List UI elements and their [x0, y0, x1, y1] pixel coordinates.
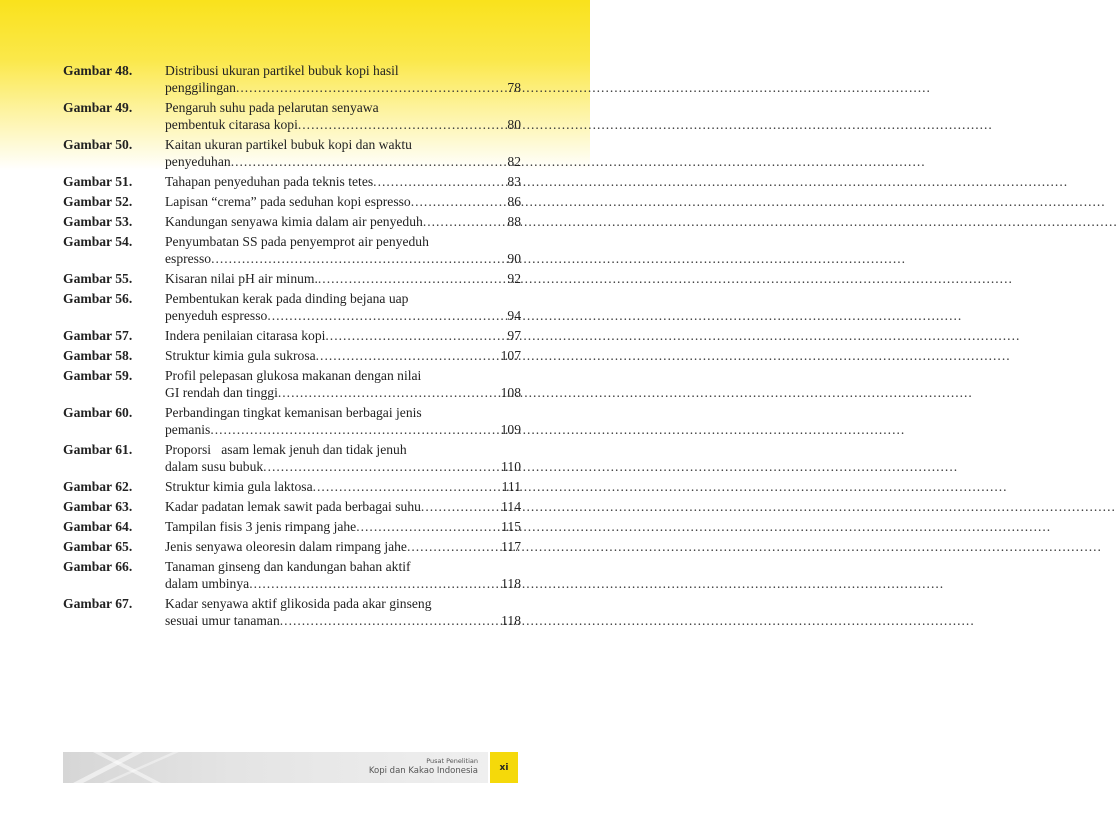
figure-label: Gambar 53.	[63, 214, 133, 229]
toc-entry	[63, 347, 521, 364]
dot-leader	[278, 384, 497, 401]
figure-caption	[165, 478, 521, 495]
dot-leader	[325, 327, 497, 344]
page-ref: 108	[500, 385, 521, 400]
page-ref: 109	[500, 422, 521, 437]
dot-leader	[356, 518, 497, 535]
toc-entry	[63, 233, 521, 267]
caption-text: Kisaran nilai pH air minum.	[165, 271, 318, 286]
figure-label: Gambar 50.	[63, 137, 133, 152]
page-ref: 118	[501, 613, 521, 628]
dot-leader	[313, 478, 497, 495]
caption-last-line	[165, 79, 521, 96]
caption-line: Profil pelepasan glukosa makanan dengan nilai	[165, 368, 422, 383]
caption-line: Distribusi ukuran partikel bubuk kopi hasil	[165, 63, 399, 78]
dot-leader	[318, 270, 497, 287]
figure-caption	[165, 558, 521, 592]
page-ref: 88	[507, 214, 521, 229]
dot-leader	[316, 347, 497, 364]
page-ref: 80	[507, 117, 521, 132]
page-ref: 97	[507, 328, 521, 343]
figure-caption	[165, 136, 521, 170]
figure-caption	[165, 270, 521, 287]
figure-label: Gambar 60.	[63, 405, 133, 420]
caption-last-line	[165, 458, 521, 475]
caption-text: Kandungan senyawa kimia dalam air penyeduh	[165, 214, 423, 229]
dot-leader	[211, 250, 497, 267]
toc-entry	[63, 136, 521, 170]
toc-entry	[63, 327, 521, 344]
caption-text: dalam susu bubuk	[165, 459, 264, 474]
caption-line: Proporsi asam lemak jenuh dan tidak jenuh	[165, 442, 407, 457]
figure-label: Gambar 49.	[63, 100, 133, 115]
caption-text: dalam umbinya	[165, 576, 250, 591]
figure-label: Gambar 55.	[63, 271, 133, 286]
figure-caption	[165, 518, 521, 535]
page-ref: 110	[501, 459, 521, 474]
toc-entry	[63, 213, 521, 230]
figure-caption	[165, 173, 521, 190]
figure-label: Gambar 52.	[63, 194, 133, 209]
page-ref: 90	[507, 251, 521, 266]
caption-last-line	[165, 478, 521, 495]
caption-text: Lapisan “crema” pada seduhan kopi espresso	[165, 194, 411, 209]
figure-label: Gambar 63.	[63, 499, 133, 514]
dot-leader	[267, 307, 497, 324]
caption-last-line	[165, 575, 521, 592]
figure-caption	[165, 62, 521, 96]
figure-caption	[165, 538, 521, 555]
figure-label: Gambar 61.	[63, 442, 133, 457]
toc-entry	[63, 441, 521, 475]
publisher-line-1: Pusat Penelitian	[426, 757, 478, 765]
caption-text: pemanis	[165, 422, 211, 437]
caption-last-line	[165, 193, 521, 210]
caption-last-line	[165, 307, 521, 324]
dot-leader	[249, 575, 497, 592]
figure-label: Gambar 67.	[63, 596, 133, 611]
figure-label: Gambar 54.	[63, 234, 133, 249]
figure-caption	[165, 193, 521, 210]
caption-text: sesuai umur tanaman	[165, 613, 280, 628]
caption-line: Kadar senyawa aktif glikosida pada akar ginseng	[165, 596, 432, 611]
caption-last-line	[165, 153, 521, 170]
caption-text: penyeduh espresso	[165, 308, 268, 323]
caption-text: espresso	[165, 251, 212, 266]
caption-text: Tahapan penyeduhan pada teknis tetes	[165, 174, 374, 189]
caption-last-line	[165, 612, 521, 629]
page-ref: 78	[507, 80, 521, 95]
dot-leader	[421, 498, 497, 515]
dot-leader	[210, 421, 496, 438]
dot-leader	[231, 153, 497, 170]
toc-entry	[63, 404, 521, 438]
figure-label: Gambar 56.	[63, 291, 133, 306]
caption-last-line	[165, 347, 521, 364]
figure-label: Gambar 64.	[63, 519, 133, 534]
dot-leader	[411, 193, 497, 210]
caption-text: Struktur kimia gula laktosa	[165, 479, 313, 494]
figure-caption	[165, 498, 521, 515]
figure-caption	[165, 367, 521, 401]
figure-label: Gambar 48.	[63, 63, 133, 78]
figure-list	[63, 62, 521, 629]
dot-leader	[423, 213, 497, 230]
dot-leader	[407, 538, 497, 555]
caption-text: GI rendah dan tinggi	[165, 385, 278, 400]
dot-leader	[263, 458, 497, 475]
caption-line: Penyumbatan SS pada penyemprot air penyeduh	[165, 234, 429, 249]
page-ref: 114	[501, 499, 521, 514]
page-ref: 86	[507, 194, 521, 209]
caption-last-line	[165, 498, 521, 515]
figure-caption	[165, 233, 521, 267]
page-ref: 115	[501, 519, 521, 534]
figure-caption	[165, 327, 521, 344]
toc-entry	[63, 367, 521, 401]
figure-caption	[165, 595, 521, 629]
toc-entry	[63, 290, 521, 324]
dot-leader	[236, 79, 497, 96]
figure-label: Gambar 51.	[63, 174, 133, 189]
toc-entry	[63, 498, 521, 515]
caption-text: penggilingan	[165, 80, 236, 95]
page-number: xi	[490, 752, 518, 783]
footer-decoration-icon	[63, 752, 203, 783]
page-footer	[63, 752, 526, 783]
dot-leader	[280, 612, 497, 629]
figure-label: Gambar 57.	[63, 328, 133, 343]
toc-entry	[63, 270, 521, 287]
page-ref: 94	[507, 308, 521, 323]
dot-leader	[298, 116, 497, 133]
publisher-line-2: Kopi dan Kakao Indonesia	[368, 766, 478, 776]
figure-label: Gambar 58.	[63, 348, 133, 363]
caption-last-line	[165, 270, 521, 287]
page-ref: 82	[507, 154, 521, 169]
caption-text: Struktur kimia gula sukrosa	[165, 348, 316, 363]
toc-entry	[63, 595, 521, 629]
caption-line: Perbandingan tingkat kemanisan berbagai jenis	[165, 405, 422, 420]
publisher-name	[369, 757, 478, 777]
caption-text: Jenis senyawa oleoresin dalam rimpang jahe	[165, 539, 407, 554]
dot-leader	[373, 173, 497, 190]
caption-line: Kaitan ukuran partikel bubuk kopi dan waktu	[165, 137, 412, 152]
caption-last-line	[165, 421, 521, 438]
caption-last-line	[165, 327, 521, 344]
caption-last-line	[165, 538, 521, 555]
caption-last-line	[165, 173, 521, 190]
caption-last-line	[165, 384, 521, 401]
toc-entry	[63, 193, 521, 210]
figure-caption	[165, 213, 521, 230]
caption-last-line	[165, 518, 521, 535]
caption-line: Tanaman ginseng dan kandungan bahan aktif	[165, 559, 411, 574]
figure-caption	[165, 99, 521, 133]
figure-label: Gambar 62.	[63, 479, 133, 494]
caption-line: Pengaruh suhu pada pelarutan senyawa	[165, 100, 379, 115]
caption-text: penyeduhan	[165, 154, 231, 169]
figure-label: Gambar 66.	[63, 559, 133, 574]
caption-text: Tampilan fisis 3 jenis rimpang jahe	[165, 519, 357, 534]
toc-entry	[63, 62, 521, 96]
page-ref: 83	[507, 174, 521, 189]
toc-entry	[63, 518, 521, 535]
toc-entry	[63, 173, 521, 190]
figure-label: Gambar 59.	[63, 368, 133, 383]
page-ref: 107	[500, 348, 521, 363]
page-ref: 111	[501, 479, 521, 494]
page-ref: 117	[501, 539, 521, 554]
figure-caption	[165, 404, 521, 438]
toc-entry	[63, 99, 521, 133]
toc-entry	[63, 558, 521, 592]
figure-caption	[165, 441, 521, 475]
caption-last-line	[165, 116, 521, 133]
caption-text: pembentuk citarasa kopi	[165, 117, 298, 132]
toc-entry	[63, 478, 521, 495]
caption-last-line	[165, 213, 521, 230]
figure-label: Gambar 65.	[63, 539, 133, 554]
figure-caption	[165, 290, 521, 324]
page-ref: 118	[501, 576, 521, 591]
page-ref: 92	[507, 271, 521, 286]
caption-line: Pembentukan kerak pada dinding bejana uap	[165, 291, 409, 306]
toc-entry	[63, 538, 521, 555]
caption-text: Indera penilaian citarasa kopi	[165, 328, 326, 343]
caption-text: Kadar padatan lemak sawit pada berbagai suhu	[165, 499, 421, 514]
figure-caption	[165, 347, 521, 364]
caption-last-line	[165, 250, 521, 267]
